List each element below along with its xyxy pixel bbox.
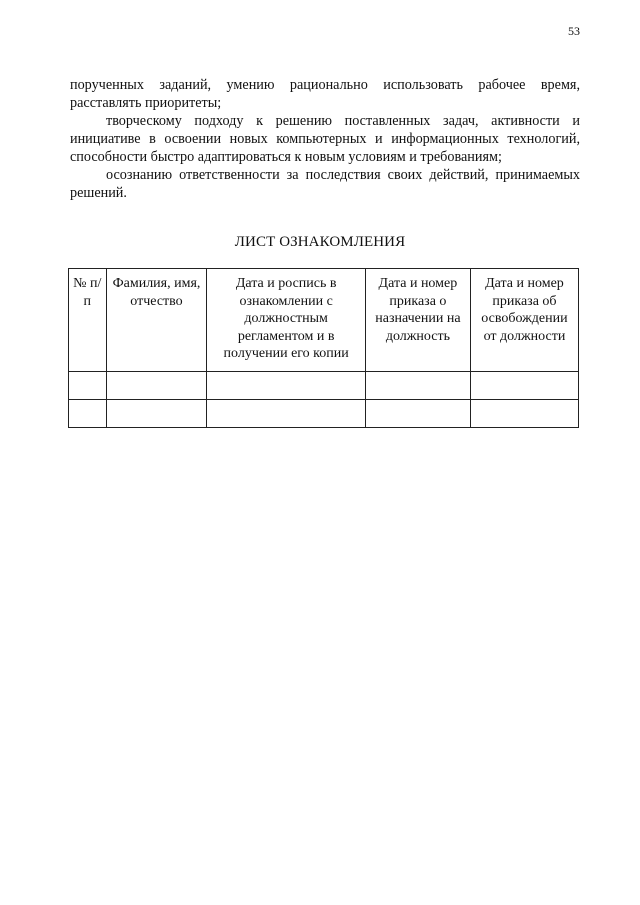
table-cell [470, 371, 578, 399]
paragraph-creative-approach: творческому подходу к решению поставленных задач, активности и инициативе в освоении новых компьютерных и информационных технологий, способности быстро адаптироваться к новым условиям и требованиям; [70, 113, 580, 165]
body-text [70, 76, 580, 202]
column-header-full-name: Фамилия, имя, отчество [106, 269, 207, 372]
table-row [69, 399, 579, 427]
column-header-signature-date: Дата и роспись в ознакомлении с должностным регламентом и в получении его копии [207, 269, 365, 372]
column-header-number: № п/п [69, 269, 107, 372]
column-header-appointment-order: Дата и номер приказа о назначении на должность [365, 269, 470, 372]
table-cell [106, 371, 207, 399]
page-number: 53 [568, 24, 580, 38]
section-title: ЛИСТ ОЗНАКОМЛЕНИЯ [234, 234, 406, 250]
table-cell [69, 399, 107, 427]
table-cell [207, 371, 365, 399]
paragraph-time-management: порученных заданий, умению рационально использовать рабочее время, расставлять приоритеты; [70, 77, 580, 111]
table-cell [69, 371, 107, 399]
table-row [69, 371, 579, 399]
table-header-row [69, 269, 579, 372]
acknowledgement-table [68, 268, 579, 428]
table-cell [365, 371, 470, 399]
table-cell [207, 399, 365, 427]
table-cell [470, 399, 578, 427]
column-header-dismissal-order: Дата и номер приказа об освобождении от должности [470, 269, 578, 372]
table-cell [106, 399, 207, 427]
paragraph-responsibility: осознанию ответственности за последствия своих действий, принимаемых решений. [70, 167, 580, 201]
table-cell [365, 399, 470, 427]
